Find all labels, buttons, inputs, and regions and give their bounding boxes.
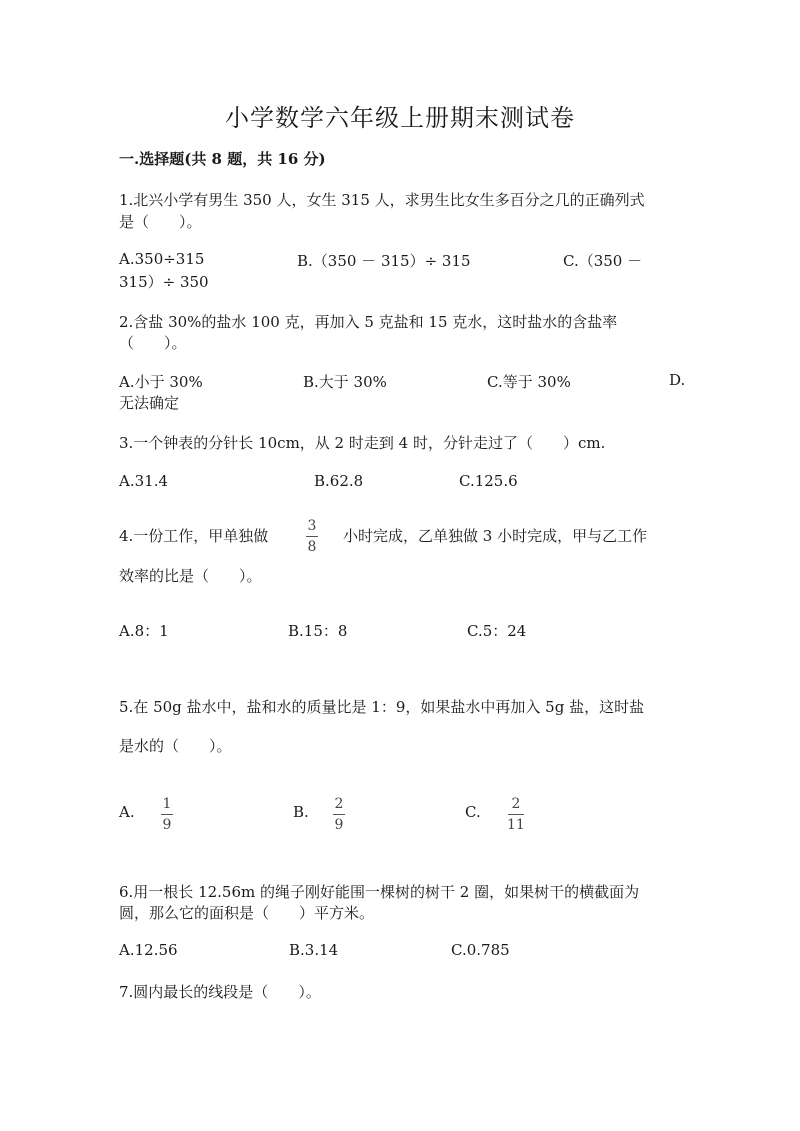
fraction-bar: [161, 814, 173, 815]
q5-a-numerator: 1: [162, 796, 172, 812]
q1-option-c-cont: 315）÷ 350: [119, 273, 209, 291]
q4-suffix: 小时完成，乙单独做 3 小时完成，甲与乙工作: [343, 527, 648, 545]
q5-b-numerator: 2: [334, 796, 344, 812]
q6-option-b[interactable]: B.3.14: [289, 941, 339, 959]
q3-line1: 3.一个钟表的分针长 10cm，从 2 时走到 4 时，分针走过了（ ）cm.: [119, 434, 606, 452]
q6-option-c[interactable]: C.0.785: [451, 941, 510, 959]
q3-option-c[interactable]: C.125.6: [459, 472, 518, 490]
q4-option-a[interactable]: A.8：1: [119, 622, 169, 640]
q4-option-c[interactable]: C.5：24: [467, 622, 527, 640]
q7-line1: 7.圆内最长的线段是（ ）。: [119, 983, 321, 1001]
q1-line2: 是（ ）。: [119, 213, 202, 231]
q5-option-b-fraction: [333, 795, 345, 834]
fraction-bar: [306, 536, 318, 537]
q1-line1: 1.北兴小学有男生 350 人，女生 315 人，求男生比女生多百分之几的正确列式: [119, 191, 645, 209]
q2-line1: 2.含盐 30%的盐水 100 克，再加入 5 克盐和 15 克水，这时盐水的含盐率: [119, 313, 618, 331]
q3-option-b[interactable]: B.62.8: [314, 472, 364, 490]
q2-line2: （ ）。: [119, 334, 187, 352]
q5-line1: 5.在 50g 盐水中，盐和水的质量比是 1：9，如果盐水中再加入 5g 盐，这时盐: [119, 698, 645, 716]
page-title: 小学数学六年级上册期末测试卷: [225, 104, 575, 132]
q4-fraction-numerator: 3: [307, 518, 317, 534]
q2-option-d[interactable]: D.: [669, 371, 686, 389]
section-heading: 一.选择题(共 8 题，共 16 分): [119, 150, 326, 168]
q4-fraction: [306, 517, 318, 556]
q5-c-denominator: 11: [507, 817, 525, 833]
q4-prefix: 4.一份工作，甲单独做: [119, 527, 269, 545]
q5-line2: 是水的（ ）。: [119, 737, 232, 755]
q5-option-c-fraction: [507, 795, 525, 834]
q2-option-a[interactable]: A.小于 30%: [119, 373, 203, 391]
q4-option-b[interactable]: B.15：8: [288, 622, 348, 640]
fraction-bar: [508, 814, 524, 815]
q5-option-c[interactable]: C.: [465, 803, 481, 821]
q5-option-b[interactable]: B.: [293, 803, 309, 821]
q5-c-numerator: 2: [511, 796, 521, 812]
q1-option-a[interactable]: A.350÷315: [119, 250, 205, 268]
q1-option-b[interactable]: B.（350 － 315）÷ 315: [297, 252, 471, 270]
fraction-bar: [333, 814, 345, 815]
q5-a-denominator: 9: [162, 817, 172, 833]
q6-option-a[interactable]: A.12.56: [119, 941, 178, 959]
q3-option-a[interactable]: A.31.4: [119, 472, 168, 490]
q1-option-c[interactable]: C.（350 －: [563, 252, 643, 270]
q2-option-b[interactable]: B.大于 30%: [303, 373, 387, 391]
q6-line2: 圆，那么它的面积是（ ）平方米。: [119, 904, 375, 922]
q6-line1: 6.用一根长 12.56m 的绳子刚好能围一棵树的树干 2 圈，如果树干的横截面为: [119, 883, 640, 901]
q4-fraction-denominator: 8: [307, 539, 317, 555]
q4-line2: 效率的比是（ ）。: [119, 567, 262, 585]
q2-option-d-cont: 无法确定: [119, 394, 180, 412]
q5-b-denominator: 9: [334, 817, 344, 833]
q5-option-a-fraction: [161, 795, 173, 834]
q5-option-a[interactable]: A.: [119, 803, 135, 821]
q2-option-c[interactable]: C.等于 30%: [487, 373, 571, 391]
